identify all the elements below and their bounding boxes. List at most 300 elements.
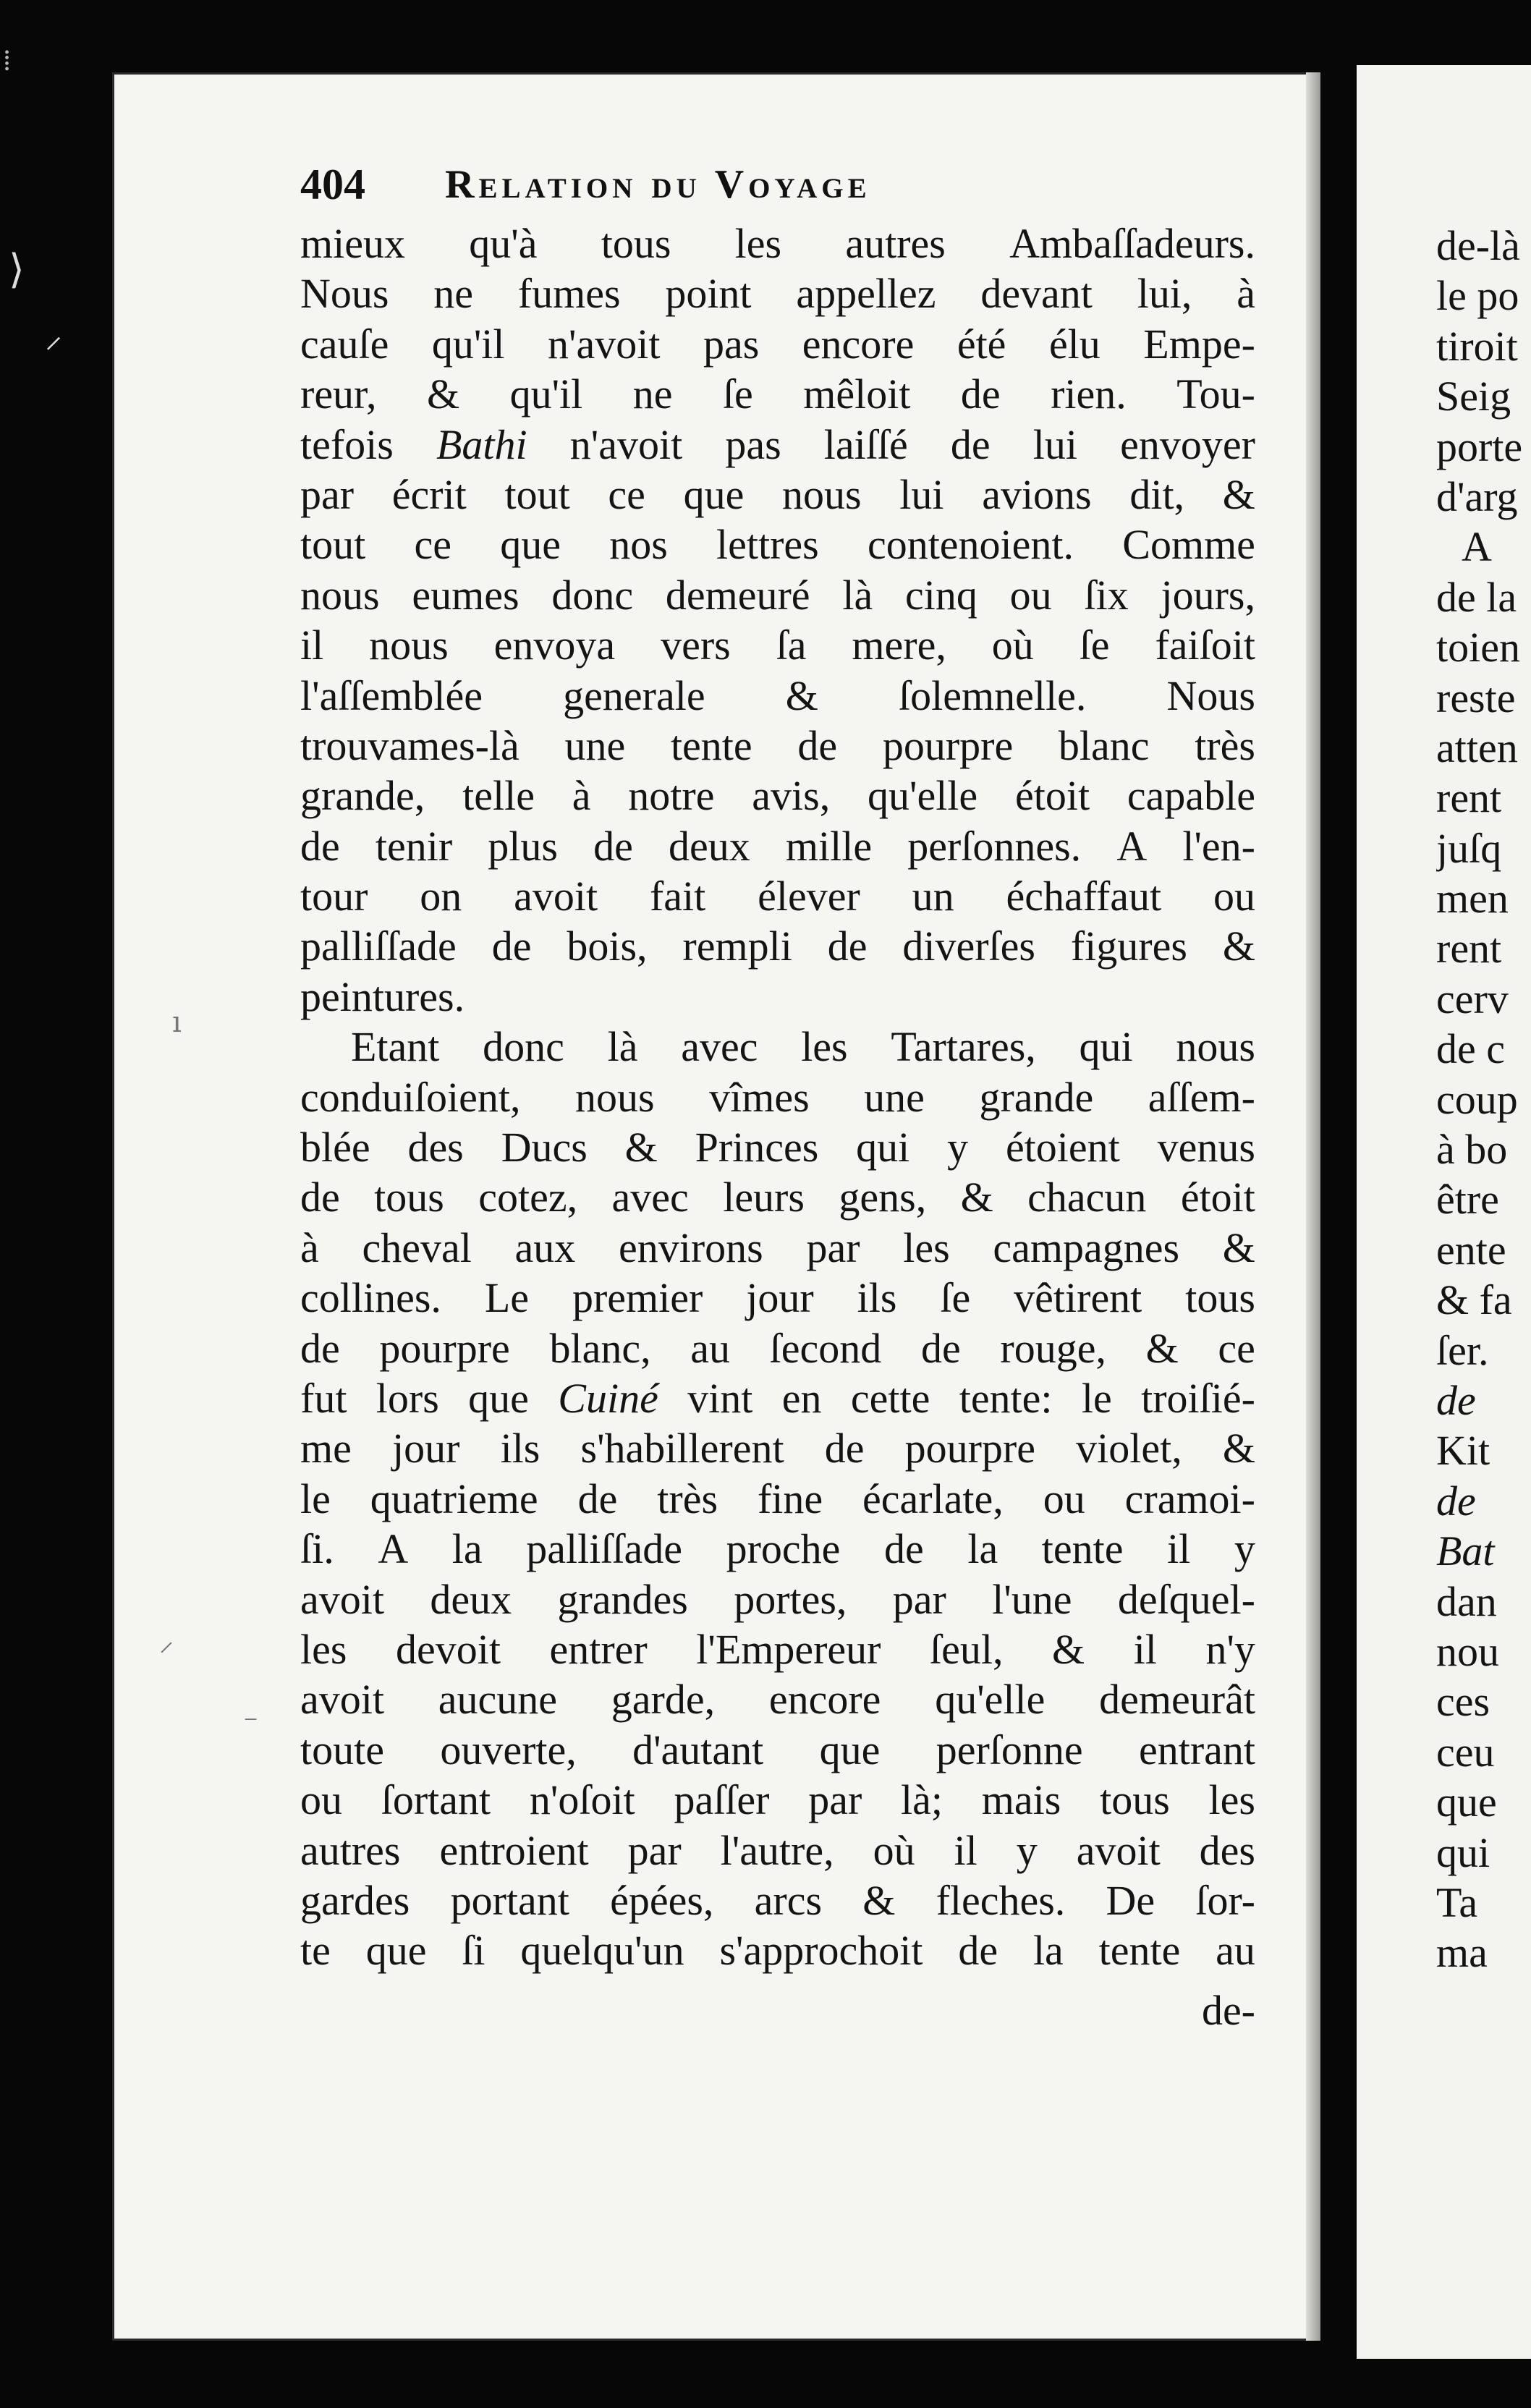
word: donc [483, 1023, 564, 1071]
word: lui [1032, 420, 1077, 468]
word: il [1133, 1625, 1157, 1673]
page-header [300, 156, 1273, 213]
next-page-line: ente [1436, 1226, 1506, 1273]
word: cauſe [300, 320, 389, 368]
word: grandes [557, 1575, 688, 1623]
word: pourpre [882, 721, 1014, 769]
text-line [300, 721, 1255, 771]
text-line [300, 1624, 1255, 1674]
next-page-line: juſq [1436, 824, 1502, 872]
word: bois, [567, 923, 648, 970]
word: blée [300, 1124, 370, 1171]
word: par [300, 470, 355, 518]
word: entroient [439, 1826, 589, 1874]
word: environs [619, 1224, 763, 1271]
word: que [500, 521, 561, 569]
main-text-block [300, 219, 1255, 1976]
word: pas [703, 320, 760, 368]
word: donc [551, 571, 634, 619]
word: épées, [610, 1876, 714, 1924]
word: les [734, 220, 782, 267]
binding-mark: ⁞ [3, 44, 12, 77]
next-page-line: A [1462, 523, 1492, 571]
word: tout [300, 521, 366, 569]
word: toute [300, 1726, 384, 1773]
word: nous [1176, 1023, 1255, 1071]
margin-mark: ⸍ [45, 330, 63, 370]
word: lui, [1137, 270, 1192, 318]
word: tour [300, 873, 368, 920]
word: autres [845, 220, 946, 267]
word: nos [609, 521, 668, 569]
word: & [1222, 923, 1255, 970]
next-page-line: Seig [1436, 373, 1511, 420]
word: Comme [1122, 521, 1255, 569]
word: generale [563, 671, 705, 719]
next-page-text [1436, 221, 1531, 1978]
word: vint [687, 1374, 753, 1422]
word: devant [980, 270, 1093, 318]
word: point [665, 270, 752, 318]
next-page-line: reste [1436, 674, 1516, 721]
next-page-line: de la [1436, 573, 1517, 621]
word: quatrieme [370, 1475, 538, 1522]
word: diverſes [902, 923, 1035, 970]
word: de [824, 1425, 865, 1472]
word: tente [1041, 1525, 1124, 1573]
word: l'une [992, 1575, 1072, 1623]
word: portant [450, 1876, 569, 1924]
word: telle [462, 772, 535, 820]
word: Ambaſſadeurs. [1009, 220, 1255, 267]
word: très [657, 1475, 718, 1522]
word: venus [1157, 1124, 1255, 1171]
word: s'habillerent [580, 1425, 784, 1472]
text-line [300, 319, 1255, 369]
word: de [593, 822, 633, 870]
text-line [300, 1223, 1255, 1273]
word: mieux [300, 220, 405, 267]
word: Cuiné [558, 1374, 658, 1422]
word: appellez [796, 270, 936, 318]
word: par [806, 1224, 860, 1271]
word: n'avoit [548, 320, 661, 368]
word: ſortant [381, 1776, 491, 1824]
word: par [892, 1575, 946, 1623]
word: De [1106, 1876, 1155, 1924]
word: Etant [351, 1023, 440, 1071]
word: les [801, 1023, 848, 1071]
word: ne [632, 370, 673, 418]
word: étoit [1014, 772, 1090, 820]
word: mêloit [803, 370, 911, 418]
word: entrer [549, 1625, 648, 1673]
word: & [1222, 470, 1255, 518]
word: ſor- [1195, 1876, 1255, 1924]
word: les [300, 1625, 347, 1673]
text-line [300, 1022, 1255, 1072]
next-page-line: nou [1436, 1627, 1499, 1675]
word: élever [758, 873, 860, 920]
word: notre [628, 772, 715, 820]
word: cramoi- [1124, 1475, 1255, 1522]
next-page-line: être [1436, 1176, 1499, 1224]
word: ouverte, [440, 1726, 577, 1773]
text-line [300, 1826, 1255, 1875]
word: cette [850, 1374, 930, 1422]
word: autres [300, 1826, 401, 1874]
word: vîmes [709, 1073, 810, 1121]
word: palliſſade [300, 923, 457, 970]
next-page-line: ces [1436, 1678, 1490, 1726]
word: aux [514, 1224, 576, 1271]
word: y [1234, 1525, 1255, 1573]
word: il [1167, 1525, 1191, 1573]
word: peintures. [300, 972, 465, 1020]
text-line [300, 1674, 1255, 1724]
word: il [300, 622, 324, 669]
word: avoit [1076, 1826, 1161, 1874]
word: deux [430, 1575, 512, 1623]
word: de [491, 923, 532, 970]
word: de [827, 923, 868, 970]
margin-mark: ⟩ [9, 246, 25, 293]
word: proche [726, 1525, 841, 1573]
text-line [300, 871, 1255, 921]
word: collines. [300, 1274, 441, 1322]
word: ſecond [769, 1324, 882, 1372]
word: qui [1079, 1023, 1133, 1071]
text-line [300, 570, 1255, 620]
word: & [960, 1174, 993, 1221]
word: mais [981, 1776, 1061, 1824]
text-line [300, 420, 1255, 470]
word: ou [1009, 571, 1052, 619]
word: laiſſé [823, 420, 908, 468]
word: & [624, 1124, 658, 1171]
next-page-line: ſer. [1436, 1326, 1489, 1374]
word: au [690, 1324, 730, 1372]
word: aſſem- [1148, 1073, 1255, 1121]
word: conduiſoient, [300, 1073, 521, 1121]
word: gardes [300, 1876, 410, 1924]
word: de [577, 1475, 618, 1522]
next-page-line: ceu [1436, 1728, 1495, 1776]
word: de [300, 1324, 340, 1372]
word: ſi. [300, 1525, 334, 1573]
word: l'Empereur [696, 1625, 881, 1673]
text-line [300, 1172, 1255, 1222]
word: mille [785, 822, 873, 870]
word: reur, [300, 370, 377, 418]
word: Empe- [1143, 320, 1255, 368]
text-line [300, 921, 1255, 971]
next-page-line: de-là [1436, 222, 1520, 269]
next-page-line: porte [1436, 423, 1523, 470]
word: envoyer [1120, 420, 1255, 468]
next-page-line: atten [1436, 724, 1518, 771]
word: plus [488, 822, 558, 870]
word: ils [857, 1274, 897, 1322]
word: avoit [300, 1575, 384, 1623]
word: chacun [1027, 1174, 1147, 1221]
word: de [958, 1927, 998, 1975]
word: ne [433, 270, 473, 318]
word: été [957, 320, 1006, 368]
word: Tou- [1176, 370, 1255, 418]
word: les [1208, 1776, 1255, 1824]
word: là [607, 1023, 638, 1071]
text-line [300, 369, 1255, 419]
word: d'autant [632, 1726, 764, 1773]
next-page-line: rent [1436, 925, 1502, 972]
word: avis, [752, 772, 831, 820]
running-title: Relation du Voyage [445, 162, 871, 207]
word: ſe [940, 1274, 971, 1322]
word: la [1032, 1927, 1064, 1975]
word: Ducs [501, 1124, 588, 1171]
word: rouge, [1000, 1324, 1106, 1372]
word: nous [300, 571, 380, 619]
word: de [300, 1174, 340, 1221]
next-page-line: que [1436, 1779, 1497, 1826]
word: lui [899, 470, 944, 518]
text-line [300, 1574, 1255, 1624]
word: y [1016, 1826, 1038, 1874]
word: perſonne [936, 1726, 1083, 1773]
word: entrant [1138, 1726, 1255, 1773]
next-page-line: cerv [1436, 975, 1509, 1022]
word: de [920, 1324, 961, 1372]
word: tout [504, 470, 570, 518]
word: encore [768, 1676, 881, 1724]
ink-speck: ⁻ [243, 1708, 259, 1741]
word: fumes [517, 270, 621, 318]
word: les [903, 1224, 950, 1271]
word: la [451, 1525, 483, 1573]
word: ſe [722, 370, 753, 418]
word: qu'il [431, 320, 505, 368]
text-line [300, 1725, 1255, 1775]
word: que [365, 1927, 427, 1975]
text-line [300, 1373, 1255, 1423]
word: échaffaut [1006, 873, 1162, 920]
word: deſquel- [1117, 1575, 1255, 1623]
word: Tartares, [891, 1023, 1036, 1071]
word: ſolemnelle. [899, 671, 1087, 719]
word: en [781, 1374, 822, 1422]
word: gens, [839, 1174, 927, 1221]
word: de [300, 822, 340, 870]
word: grande, [300, 772, 425, 820]
text-line [300, 1925, 1255, 1975]
word: Nous [300, 270, 389, 318]
word: grande [979, 1073, 1094, 1121]
next-page-line: qui [1436, 1828, 1490, 1876]
text-line [300, 1524, 1255, 1574]
word: fine [757, 1475, 823, 1522]
word: des [1199, 1826, 1255, 1874]
word: ce [1218, 1324, 1255, 1372]
word: au [1216, 1927, 1255, 1975]
word: avoit [300, 1676, 384, 1724]
word: aucune [438, 1676, 557, 1724]
word: ſe [1079, 622, 1110, 669]
word: blanc, [549, 1324, 651, 1372]
word: nous [369, 622, 449, 669]
word: l'en- [1182, 822, 1255, 870]
word: que [468, 1374, 529, 1422]
word: y [947, 1124, 969, 1171]
word: jour [392, 1425, 460, 1472]
next-page-line: tiroit [1436, 322, 1518, 370]
word: portes, [734, 1575, 847, 1623]
word: avec [611, 1174, 689, 1221]
page-edge-shadow [1306, 72, 1320, 2341]
word: & [1145, 1324, 1179, 1372]
next-page-line: Ta [1436, 1878, 1478, 1926]
page-number: 404 [300, 161, 365, 208]
word: cheval [362, 1224, 472, 1271]
word: tente: [959, 1374, 1053, 1422]
word: premier [572, 1274, 703, 1322]
next-page-line: toien [1436, 624, 1520, 671]
text-line [300, 972, 1255, 1022]
next-page-line: Kit [1436, 1427, 1490, 1475]
word: A [378, 1525, 409, 1573]
word: me [300, 1425, 352, 1472]
next-page-line: Bat [1436, 1527, 1495, 1575]
word: il [954, 1826, 977, 1874]
word: faiſoit [1155, 622, 1255, 669]
word: lors [376, 1374, 439, 1422]
word: blanc [1058, 721, 1150, 769]
word: deux [668, 822, 750, 870]
word: une [864, 1073, 925, 1121]
word: nous [782, 470, 862, 518]
word: tente [1098, 1927, 1181, 1975]
word: rempli [682, 923, 792, 970]
text-line [300, 1474, 1255, 1524]
catchword: de- [1201, 1987, 1255, 2034]
word: ce [414, 521, 451, 569]
word: ſa [776, 622, 807, 669]
word: ſi [462, 1927, 485, 1975]
text-line [300, 1323, 1255, 1373]
word: avions [982, 470, 1092, 518]
word: A [1116, 822, 1148, 870]
word: avec [681, 1023, 758, 1071]
word: ils [500, 1425, 540, 1472]
word: contenoient. [867, 521, 1074, 569]
word: mere, [852, 622, 946, 669]
word: par [808, 1776, 862, 1824]
word: de [960, 370, 1001, 418]
text-line [300, 268, 1255, 318]
word: garde, [611, 1676, 716, 1724]
word: l'aſſemblée [300, 671, 483, 719]
word: & [1052, 1625, 1085, 1673]
next-page-line: à bo [1436, 1126, 1508, 1174]
word: vêtirent [1014, 1274, 1142, 1322]
word: là; [901, 1776, 943, 1824]
word: étoient [1005, 1124, 1120, 1171]
word: qu'à [469, 220, 538, 267]
word: un [912, 873, 954, 920]
next-page-line: ma [1436, 1929, 1488, 1977]
word: tous [1185, 1274, 1255, 1322]
word: troiſié- [1141, 1374, 1255, 1422]
word: n'oſoit [529, 1776, 635, 1824]
word: fleches. [936, 1876, 1066, 1924]
word: rien. [1051, 370, 1127, 418]
next-page-line: coup [1436, 1075, 1518, 1123]
word: pas [725, 420, 781, 468]
word: tous [1100, 1776, 1170, 1824]
word: étoit [1180, 1174, 1255, 1221]
word: cotez, [478, 1174, 578, 1221]
word: de [884, 1525, 924, 1573]
text-line [300, 520, 1255, 569]
text-line [300, 1423, 1255, 1473]
word: & [785, 671, 818, 719]
word: quelqu'un [520, 1927, 684, 1975]
next-page-line: de [1436, 1477, 1476, 1525]
word: Nous [1166, 671, 1255, 719]
word: te [300, 1927, 331, 1975]
word: n'y [1205, 1625, 1255, 1673]
word: tefois [300, 420, 394, 468]
word: jours, [1161, 571, 1255, 619]
word: où [991, 622, 1034, 669]
word: on [420, 873, 462, 920]
word: le [1081, 1374, 1112, 1422]
word: ou [1213, 873, 1255, 920]
word: ou [300, 1776, 342, 1824]
word: de [950, 420, 991, 468]
word: la [967, 1525, 998, 1573]
word: écarlate, [862, 1475, 1004, 1522]
word: Princes [695, 1124, 819, 1171]
word: ſeul, [930, 1625, 1004, 1673]
word: où [873, 1826, 915, 1874]
text-line [300, 671, 1255, 721]
text-line [300, 1875, 1255, 1925]
word: encore [802, 320, 915, 368]
word: leurs [723, 1174, 805, 1221]
word: que [819, 1726, 881, 1773]
word: palliſſade [526, 1525, 683, 1573]
next-page-line: & fa [1436, 1276, 1512, 1324]
next-page-line: de c [1436, 1025, 1505, 1073]
word: à [1237, 270, 1255, 318]
word: tente [670, 721, 752, 769]
word: qu'il [509, 370, 583, 418]
word: lettres [716, 521, 819, 569]
ink-speck: ⸍ [159, 1637, 174, 1670]
word: violet, [1076, 1425, 1182, 1472]
word: envoya [493, 622, 616, 669]
word: avoit [514, 873, 598, 920]
text-line [300, 1775, 1255, 1825]
word: qui [856, 1124, 910, 1171]
text-line [300, 620, 1255, 670]
word: pourpre [904, 1425, 1035, 1472]
next-page-line: rent [1436, 774, 1502, 822]
word: des [407, 1124, 464, 1171]
word: qu'elle [868, 772, 978, 820]
word: & [1222, 1224, 1255, 1271]
